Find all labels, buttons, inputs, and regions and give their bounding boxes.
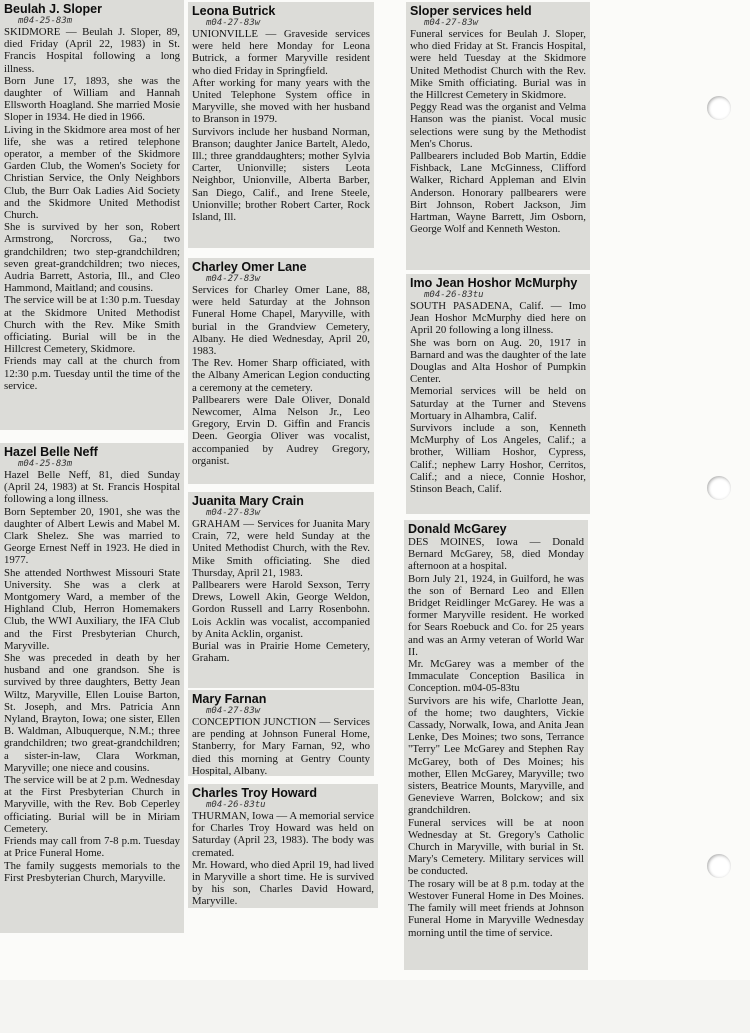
obituary-clipping	[188, 784, 378, 908]
obituary-body: SKIDMORE — Beulah J. Sloper, 89, died Friday (April 22, 1983) in St. Francis Hospital following a long illness. Born June 17, 1893, she was the daughter of William and Hannah Ellsworth Hoagland. She married Mosie Sloper in 1934. He died in 1966. Living in the Skidmore area most of her life, she was a retired telephone operator, a member of the Skidmore Garden Club, the Women's Society for Christian Service, the Only Neighbors Club, the Burr Oak Ladies Aid Society and the Skidmore United Methodist Church. She is survived by her son, Robert Armstrong, Norcross, Ga.; two grandchildren; two step-grandchildren; seven great-grandchildren; two nieces, Audria Barrett, Astoria, Ill., and Cleo Hammond, Maitland; and cousins. The service will be at 1:30 p.m. Tuesday at the Skidmore United Methodist Church with the Rev. Mike Smith officiating. Burial will be in the Hillcrest Cemetery, Skidmore. Friends may call at the church from 12:30 p.m. Tuesday until the time of the service.	[4, 26, 180, 392]
obituary-title: Charley Omer Lane	[192, 260, 307, 274]
obituary-body: Services for Charley Omer Lane, 88, were held Saturday at the Johnson Funeral Home Chapel, Maryville, with burial in the Grandview Cemetery, Albany. He died Wednesday, April 20, 1983. The Rev. Homer Sharp officiated, with the Albany American Legion conducting a ceremony at the cemetery. Pallbearers were Dale Oliver, Donald Newcomer, Alma Nelson Jr., Leo Gregory, Ervin D. Giffin and Francis Deen. Georgia Oliver was vocalist, accompanied by Audrey Gregory, organist.	[192, 284, 370, 467]
binder-hole	[707, 476, 731, 500]
obituary-title: Charles Troy Howard	[192, 786, 318, 800]
page-bottom-margin	[0, 980, 750, 1033]
obituary-clipping	[188, 690, 374, 776]
date-stamp: m04-26-83tu	[206, 800, 266, 810]
obituary-body: THURMAN, Iowa — A memorial service for Charles Troy Howard was held on Saturday (April 23, 1983). The body was cremated. Mr. Howard, who died April 19, had lived in Maryville a short time. He is survived by his son, Charles David Howard, Maryville.	[192, 810, 374, 908]
obituary-title: Hazel Belle Neff	[4, 445, 98, 459]
obituary-title: Sloper services held	[410, 4, 532, 18]
obituary-body: UNIONVILLE — Graveside services were held here Monday for Leona Butrick, a former Maryville resident who died Friday in Springfield. After working for many years with the United Telephone System office in Maryville, she moved with her husband to Branson in 1979. Survivors include her husband Norman, Branson; daughter Janice Bartelt, Aledo, Ill.; three granddaughters; mother Sylvia Carter, Unionville; sisters Leota Neighbor, Unionville, Alberta Barber, San Diego, Calif., and Irene Steele, Unionville; brother Robert Carter, Rock Island, Ill.	[192, 28, 370, 224]
obituary-body: DES MOINES, Iowa — Donald Bernard McGarey, 58, died Monday afternoon at a hospital. Born July 21, 1924, in Guilford, he was the son of Bernard Leo and Ellen Bridget Reidlinger McGarey. He was a former Maryville resident. He worked for Sears Roebuck and Co. for 25 years and was an Army veteran of World War II. Mr. McGarey was a member of the Immaculate Conception Basilica in Conception. m04-05-83tu Survivors are his wife, Charlotte Jean, of the home; two daughters, Vickie Cassady, Norwalk, Iowa, and Anita Jean Lenke, Des Moines; two sons, Terrance "Terry" Lee McGarey and Stephen Ray McGarey, both of Des Moines; his mother, Ellen McGarey, Maryville; two sisters, Beatrice Mounts, Maryville, and Genevieve Warren, Bolckow; and six grandchildren. Funeral services will be at noon Wednesday at St. Gregory's Catholic Church in Maryville, with burial in St. Mary's Cemetery. Military services will be conducted. The rosary will be at 8 p.m. today at the Westover Funeral Home in Des Moines. The family will meet friends at Johnson Funeral Home in Maryville Wednesday morning until the time of service.	[408, 536, 584, 939]
obituary-clipping	[188, 258, 374, 484]
date-stamp: m04-27-83w	[206, 706, 261, 716]
binder-hole	[707, 96, 731, 120]
date-stamp: m04-26-83tu	[424, 290, 484, 300]
obituary-title: Mary Farnan	[192, 692, 267, 706]
date-stamp: m04-25-83m	[18, 459, 73, 469]
obituary-clipping	[406, 2, 590, 270]
obituary-clipping	[188, 492, 374, 688]
date-stamp: m04-27-83w	[206, 274, 261, 284]
obituary-body: GRAHAM — Services for Juanita Mary Crain, 72, were held Sunday at the United Methodist Church, with the Rev. Mike Smith officiating. She died Thursday, April 21, 1983. Pallbearers were Harold Sexson, Terry Drews, Lowell Akin, George Weldon, Gordon Russell and Larry Rosenbohn. Lois Acklin was vocalist, accompanied by Anita Acklin, organist. Burial was in Prairie Home Cemetery, Graham.	[192, 518, 370, 665]
obituary-clipping	[0, 443, 184, 933]
binder-hole	[707, 854, 731, 878]
obituary-clipping	[188, 2, 374, 248]
obituary-body: Funeral services for Beulah J. Sloper, who died Friday at St. Francis Hospital, were held Tuesday at the Skidmore United Methodist Church with the Rev. Mike Smith officiating. Burial was in the Hillcrest Cemetery in Skidmore. Peggy Read was the organist and Velma Hanson was the pianist. Vocal music selections were sung by the Methodist Men's Chorus. Pallbearers included Bob Martin, Eddie Fishback, Lane McGinness, Clifford Walker, Richard Appleman and Elvin Anderson. Honorary pallbearers were Birt Johnson, Robert Jackson, Jim Hartman, Wayne Barrett, Jim Osborn, George Wolf and Kenneth Weston.	[410, 28, 586, 236]
obituary-title: Donald McGarey	[408, 522, 507, 536]
obituary-clipping	[404, 520, 588, 970]
date-stamp: m04-27-83w	[424, 18, 479, 28]
obituary-body: Hazel Belle Neff, 81, died Sunday (April 24, 1983) at St. Francis Hospital following a long illness. Born September 20, 1901, she was the daughter of Albert Lewis and Mabel M. Clark Shelez. She was married to George Ernest Neff in 1923. He died in 1977. She attended Northwest Missouri State University. She was a clerk at Montgomery Ward, a member of the Highland Club, Herron Homemakers Club, the WWI Auxiliary, the IFA Club and the First Presbyterian Church, Maryville. She was preceded in death by her husband and one grandson. She is survived by three daughters, Betty Jean Wiltz, Maryville, Ellen Louise Barton, St. Joseph, and Mrs. Patricia Ann Nyland, Brayton, Iowa; one sister, Ellen B. Waldman, Albuquerque, N.M.; three grandchildren; two great-grandchildren; a sister-in-law, Clara Workman, Maryville; one niece and cousins. The service will be at 2 p.m. Wednesday at the First Presbyterian Church in Maryville, with the Rev. Bob Ceperley officiating. Burial will be in Miriam Cemetery. Friends may call from 7-8 p.m. Tuesday at Price Funeral Home. The family suggests memorials to the First Presbyterian Church, Maryville.	[4, 469, 180, 884]
date-stamp: m04-27-83w	[206, 508, 261, 518]
obituary-title: Juanita Mary Crain	[192, 494, 304, 508]
obituary-body: CONCEPTION JUNCTION — Services are pending at Johnson Funeral Home, Stanberry, for Mary Farnan, 92, who died this morning at Gentry County Hospital, Albany.	[192, 716, 370, 776]
obituary-title: Leona Butrick	[192, 4, 276, 18]
obituary-title: Beulah J. Sloper	[4, 2, 102, 16]
obituary-clipping	[406, 274, 590, 514]
obituary-title: Imo Jean Hoshor McMurphy	[410, 276, 578, 290]
obituary-clipping	[0, 0, 184, 430]
date-stamp: m04-25-83m	[18, 16, 73, 26]
obituary-body: SOUTH PASADENA, Calif. — Imo Jean Hoshor McMurphy died here on April 20 following a long illness. She was born on Aug. 20, 1917 in Barnard and was the daughter of the late Douglas and Alta Hoshor of Pumpkin Center. Memorial services will be held on Saturday at the Turner and Stevens Mortuary in Alhambra, Calif. Survivors include a son, Kenneth McMurphy of Los Angeles, Calif.; a brother, William Hoshor, Cypress, Calif.; nephew Larry Hoshor, Cerritos, Calif.; and a niece, Connie Hoshor, Stinson Beach, Calif.	[410, 300, 586, 496]
date-stamp: m04-27-83w	[206, 18, 261, 28]
